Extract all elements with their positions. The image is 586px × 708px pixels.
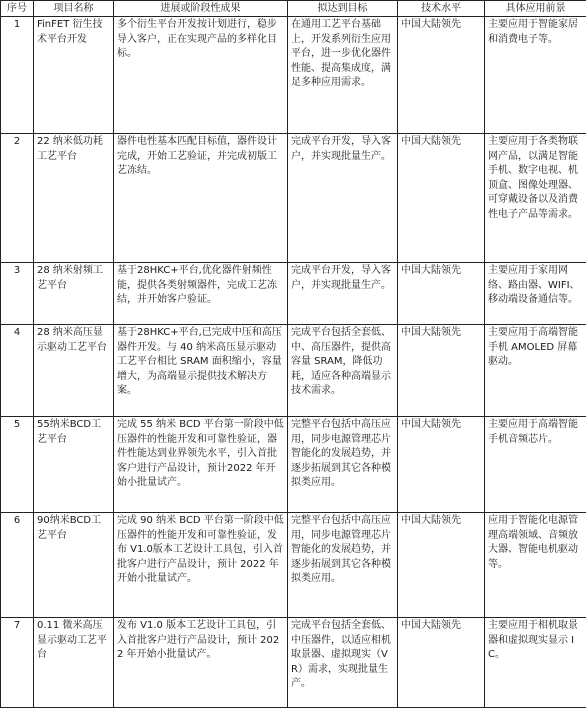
table-row — [1, 325, 586, 417]
header-goal: 拟达到目标 — [288, 1, 398, 17]
row-progress: 基于28HKC+平台,优化器件射频性能，提供各类射频器件，完成工艺冻结，并开始客户验证。 — [114, 263, 288, 325]
row-application: 应用于智能化电源管理高端领域、音频放大器、智能电机驱动等。 — [485, 513, 586, 618]
row-goal: 完整平台包括中高压应用，同步电源管理芯片智能化的发展趋势，并逐步拓展到其它各种模拟类应用。 — [288, 513, 398, 618]
row-tech-level: 中国大陆领先 — [398, 17, 485, 134]
row-project-name: 55纳米BCD工艺平台 — [34, 417, 114, 513]
row-progress: 完成 90 纳米 BCD 平台第一阶段中低压器件的性能开发和可靠性验证，发布 V1.0版本工艺设计工具包，引入首批客户进行产品设计，预计 2022 年开始小批量试产。 — [114, 513, 288, 618]
row-tech-level: 中国大陆领先 — [398, 513, 485, 618]
row-tech-level: 中国大陆领先 — [398, 618, 485, 708]
row-seq: 7 — [1, 618, 34, 708]
row-progress: 完成 55 纳米 BCD 平台第一阶段中低压器件的性能开发和可靠性验证，器件性能达到业界领先水平，引入首批客户进行产品设计，预计2022 年开始小批量试产。 — [114, 417, 288, 513]
header-seq: 序号 — [1, 1, 34, 17]
row-progress: 发布 V1.0 版本工艺设计工具包，引入首批客户进行产品设计，预计 2022 年开始小批量试产。 — [114, 618, 288, 708]
table-row — [1, 417, 586, 513]
row-progress: 多个衍生平台开发按计划进行，稳步导入客户，正在实现产品的多样化目标。 — [114, 17, 288, 134]
table-row — [1, 618, 586, 708]
row-goal: 完整平台包括中高压应用，同步电源管理芯片智能化的发展趋势，并逐步拓展到其它各种模拟类应用。 — [288, 417, 398, 513]
row-goal: 在通用工艺平台基础上，开发系列衍生应用平台，进一步优化器件性能、提高集成度，满足多种应用需求。 — [288, 17, 398, 134]
row-goal: 完成平台开发，导入客户，并实现批量生产。 — [288, 134, 398, 263]
row-progress: 基于28HKC+平台,已完成中压和高压器件开发。与 40 纳米高压显示驱动工艺平台相比 SRAM 面积缩小，容量增大，为高端显示提供技术解决方案。 — [114, 325, 288, 417]
row-project-name: 0.11 微米高压显示驱动工艺平台 — [34, 618, 114, 708]
header-project-name: 项目名称 — [34, 1, 114, 17]
row-tech-level: 中国大陆领先 — [398, 134, 485, 263]
row-project-name: FinFET 衍生技术平台开发 — [34, 17, 114, 134]
table-row — [1, 263, 586, 325]
table-row — [1, 17, 586, 134]
row-goal: 完成平台开发，导入客户，并实现批量生产。 — [288, 263, 398, 325]
row-goal: 完成平台包括全套低、中、高压器件，提供高容量 SRAM，降低功耗，适应各种高端显示技术需求。 — [288, 325, 398, 417]
row-project-name: 90纳米BCD工艺平台 — [34, 513, 114, 618]
row-progress: 器件电性基本匹配目标值，器件设计完成，开始工艺验证，并完成初版工艺冻结。 — [114, 134, 288, 263]
table-header-row — [1, 1, 586, 17]
row-application: 主要应用于高端智能手机音频芯片。 — [485, 417, 586, 513]
row-tech-level: 中国大陆领先 — [398, 417, 485, 513]
row-project-name: 28 纳米射频工艺平台 — [34, 263, 114, 325]
row-seq: 2 — [1, 134, 34, 263]
row-application: 主要应用于高端智能手机 AMOLED 屏幕驱动。 — [485, 325, 586, 417]
row-application: 主要应用于家用网络、路由器、WIFI、移动端设备通信等。 — [485, 263, 586, 325]
row-application: 主要应用于相机取景器和虚拟现实显示 IC。 — [485, 618, 586, 708]
row-seq: 4 — [1, 325, 34, 417]
header-application: 具体应用前景 — [485, 1, 586, 17]
row-project-name: 22 纳米低功耗工艺平台 — [34, 134, 114, 263]
row-project-name: 28 纳米高压显示驱动工艺平台 — [34, 325, 114, 417]
table-row — [1, 513, 586, 618]
row-seq: 3 — [1, 263, 34, 325]
table-row — [1, 134, 586, 263]
row-application: 主要应用于各类物联网产品，以满足智能手机、数字电视、机顶盒、图像处理器、可穿戴设备以及消费性电子产品等需求。 — [485, 134, 586, 263]
header-tech-level: 技术水平 — [398, 1, 485, 17]
row-application: 主要应用于智能家居和消费电子等。 — [485, 17, 586, 134]
row-seq: 6 — [1, 513, 34, 618]
row-seq: 5 — [1, 417, 34, 513]
row-seq: 1 — [1, 17, 34, 134]
row-tech-level: 中国大陆领先 — [398, 263, 485, 325]
header-progress: 进展或阶段性成果 — [114, 1, 288, 17]
row-goal: 完成平台包括全套低、中压器件，以适应相机取景器、虚拟现实（VR）需求，实现批量生产。 — [288, 618, 398, 708]
row-tech-level: 中国大陆领先 — [398, 325, 485, 417]
